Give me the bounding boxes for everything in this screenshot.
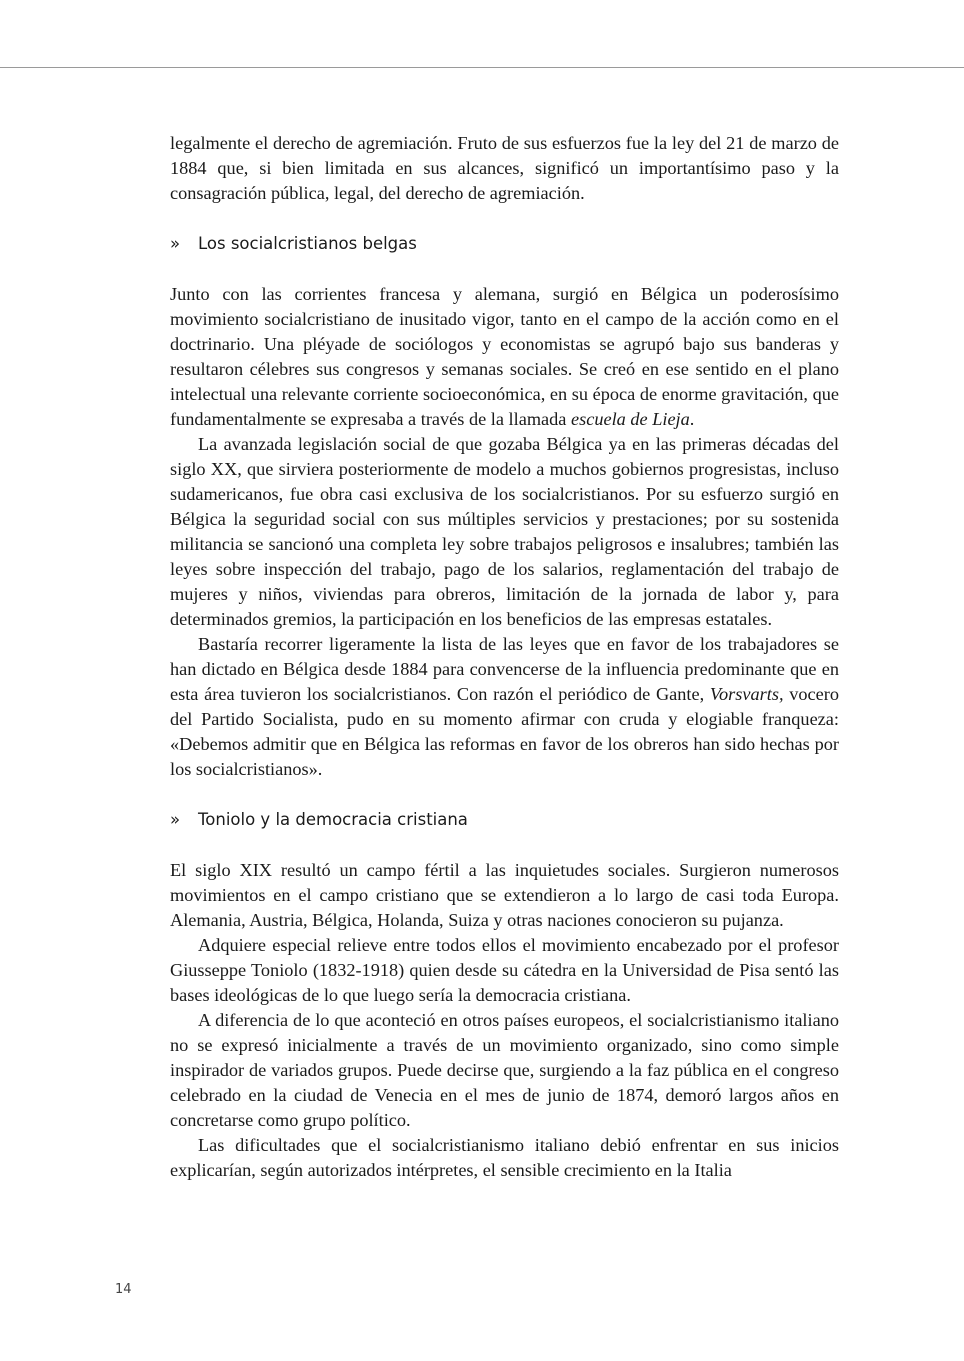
intro-paragraph: legalmente el derecho de agremiación. Fruto de sus esfuerzos fue la ley del 21 de marzo de 1884 que, si bien limitada en sus alcances, significó un importantísimo paso y la consagración pública, legal, del derecho de agremiación. [170, 133, 839, 203]
section-heading-belgas [170, 231, 839, 256]
header-rule [0, 67, 964, 68]
page-body [170, 131, 839, 1183]
belgas-p3-end: vocero del Partido Socialista, pudo en su momento afirmar con cruda y elogiable franqueza: «Debemos admitir que en Bélgica las reformas en favor de los obreros han sido hechas por los socialcristianos». [170, 684, 840, 779]
toniolo-paragraph-3: A diferencia de lo que aconteció en otros países europeos, el socialcristianismo italiano no se expresó inicialmente a través de un movimiento organizado, sino como simple inspirador de variados grupos. Puede decirse que, surgiendo a la faz pública en el congreso celebrado en la ciudad de Venecia en el mes de junio de 1874, demoró largos años en concretarse como grupo político. [170, 1010, 839, 1130]
belgas-p3-italic: Vorsvarts, [709, 684, 784, 704]
belgas-p1-italic: escuela de Lieja [570, 409, 690, 429]
heading-marker: » [170, 234, 181, 253]
heading-marker: » [170, 810, 181, 829]
belgas-paragraph-1 [170, 282, 839, 432]
toniolo-paragraph-2: Adquiere especial relieve entre todos ellos el movimiento encabezado por el profesor Giusseppe Toniolo (1832-1918) quien desde su cátedra en la Universidad de Pisa sentó las bases ideológicas de lo que luego sería la democracia cristiana. [170, 935, 839, 1005]
section-heading-toniolo-text: Toniolo y la democracia cristiana [198, 810, 468, 829]
section-heading-toniolo [170, 807, 839, 832]
page-number: 14 [115, 1282, 132, 1297]
section-heading-belgas-text: Los socialcristianos belgas [198, 234, 417, 253]
belgas-paragraph-3 [170, 632, 839, 782]
toniolo-paragraph-4: Las dificultades que el socialcristianismo italiano debió enfrentar en sus inicios explicarían, según autorizados intérpretes, el sensible crecimiento en la Italia [170, 1135, 839, 1180]
toniolo-paragraph-1: El siglo XIX resultó un campo fértil a las inquietudes sociales. Surgieron numerosos movimientos en el campo cristiano que se extendieron a lo largo de casi toda Europa. Alemania, Austria, Bélgica, Holanda, Suiza y otras naciones conocieron su pujanza. [170, 860, 839, 930]
belgas-p3-text: Bastaría recorrer ligeramente la lista de las leyes que en favor de los trabajadores se han dictado en Bélgica desde 1884 para convencerse de la influencia predominante que en esta área tuvieron los socialcristianos. Con razón el periódico de Gante, [170, 634, 839, 704]
belgas-p1-text: Junto con las corrientes francesa y alemana, surgió en Bélgica un poderosísimo movimiento socialcristiano de inusitado vigor, tanto en el campo de la acción como en el doctrinario. Una pléyade de sociólogos y economistas se agrupó bajo sus banderas y resultaron célebres sus congresos y semanas sociales. Se creó en ese sentido en el plano intelectual una relevante corriente socioeconómica, en su época de enorme gravitación, que fundamentalmente se expresaba a través de la llamada [170, 284, 839, 429]
belgas-paragraph-2: La avanzada legislación social de que gozaba Bélgica ya en las primeras décadas del siglo XX, que sirviera posteriormente de modelo a muchos gobiernos progresistas, incluso sudamericanos, fue obra casi exclusiva de los socialcristianos. Por su esfuerzo surgió en Bélgica la seguridad social con sus múltiples servicios y prestaciones; por su sostenida militancia se sancionó una completa ley sobre trabajos peligrosos e insalubres; también las leyes sobre inspección del trabajo, pago de los salarios, reglamentación del trabajo de mujeres y niños, viviendas para obreros, limitación de la jornada de labor y, para determinados gremios, la participación en los beneficios de las empresas estatales. [170, 434, 839, 629]
belgas-p1-end: . [689, 409, 695, 429]
